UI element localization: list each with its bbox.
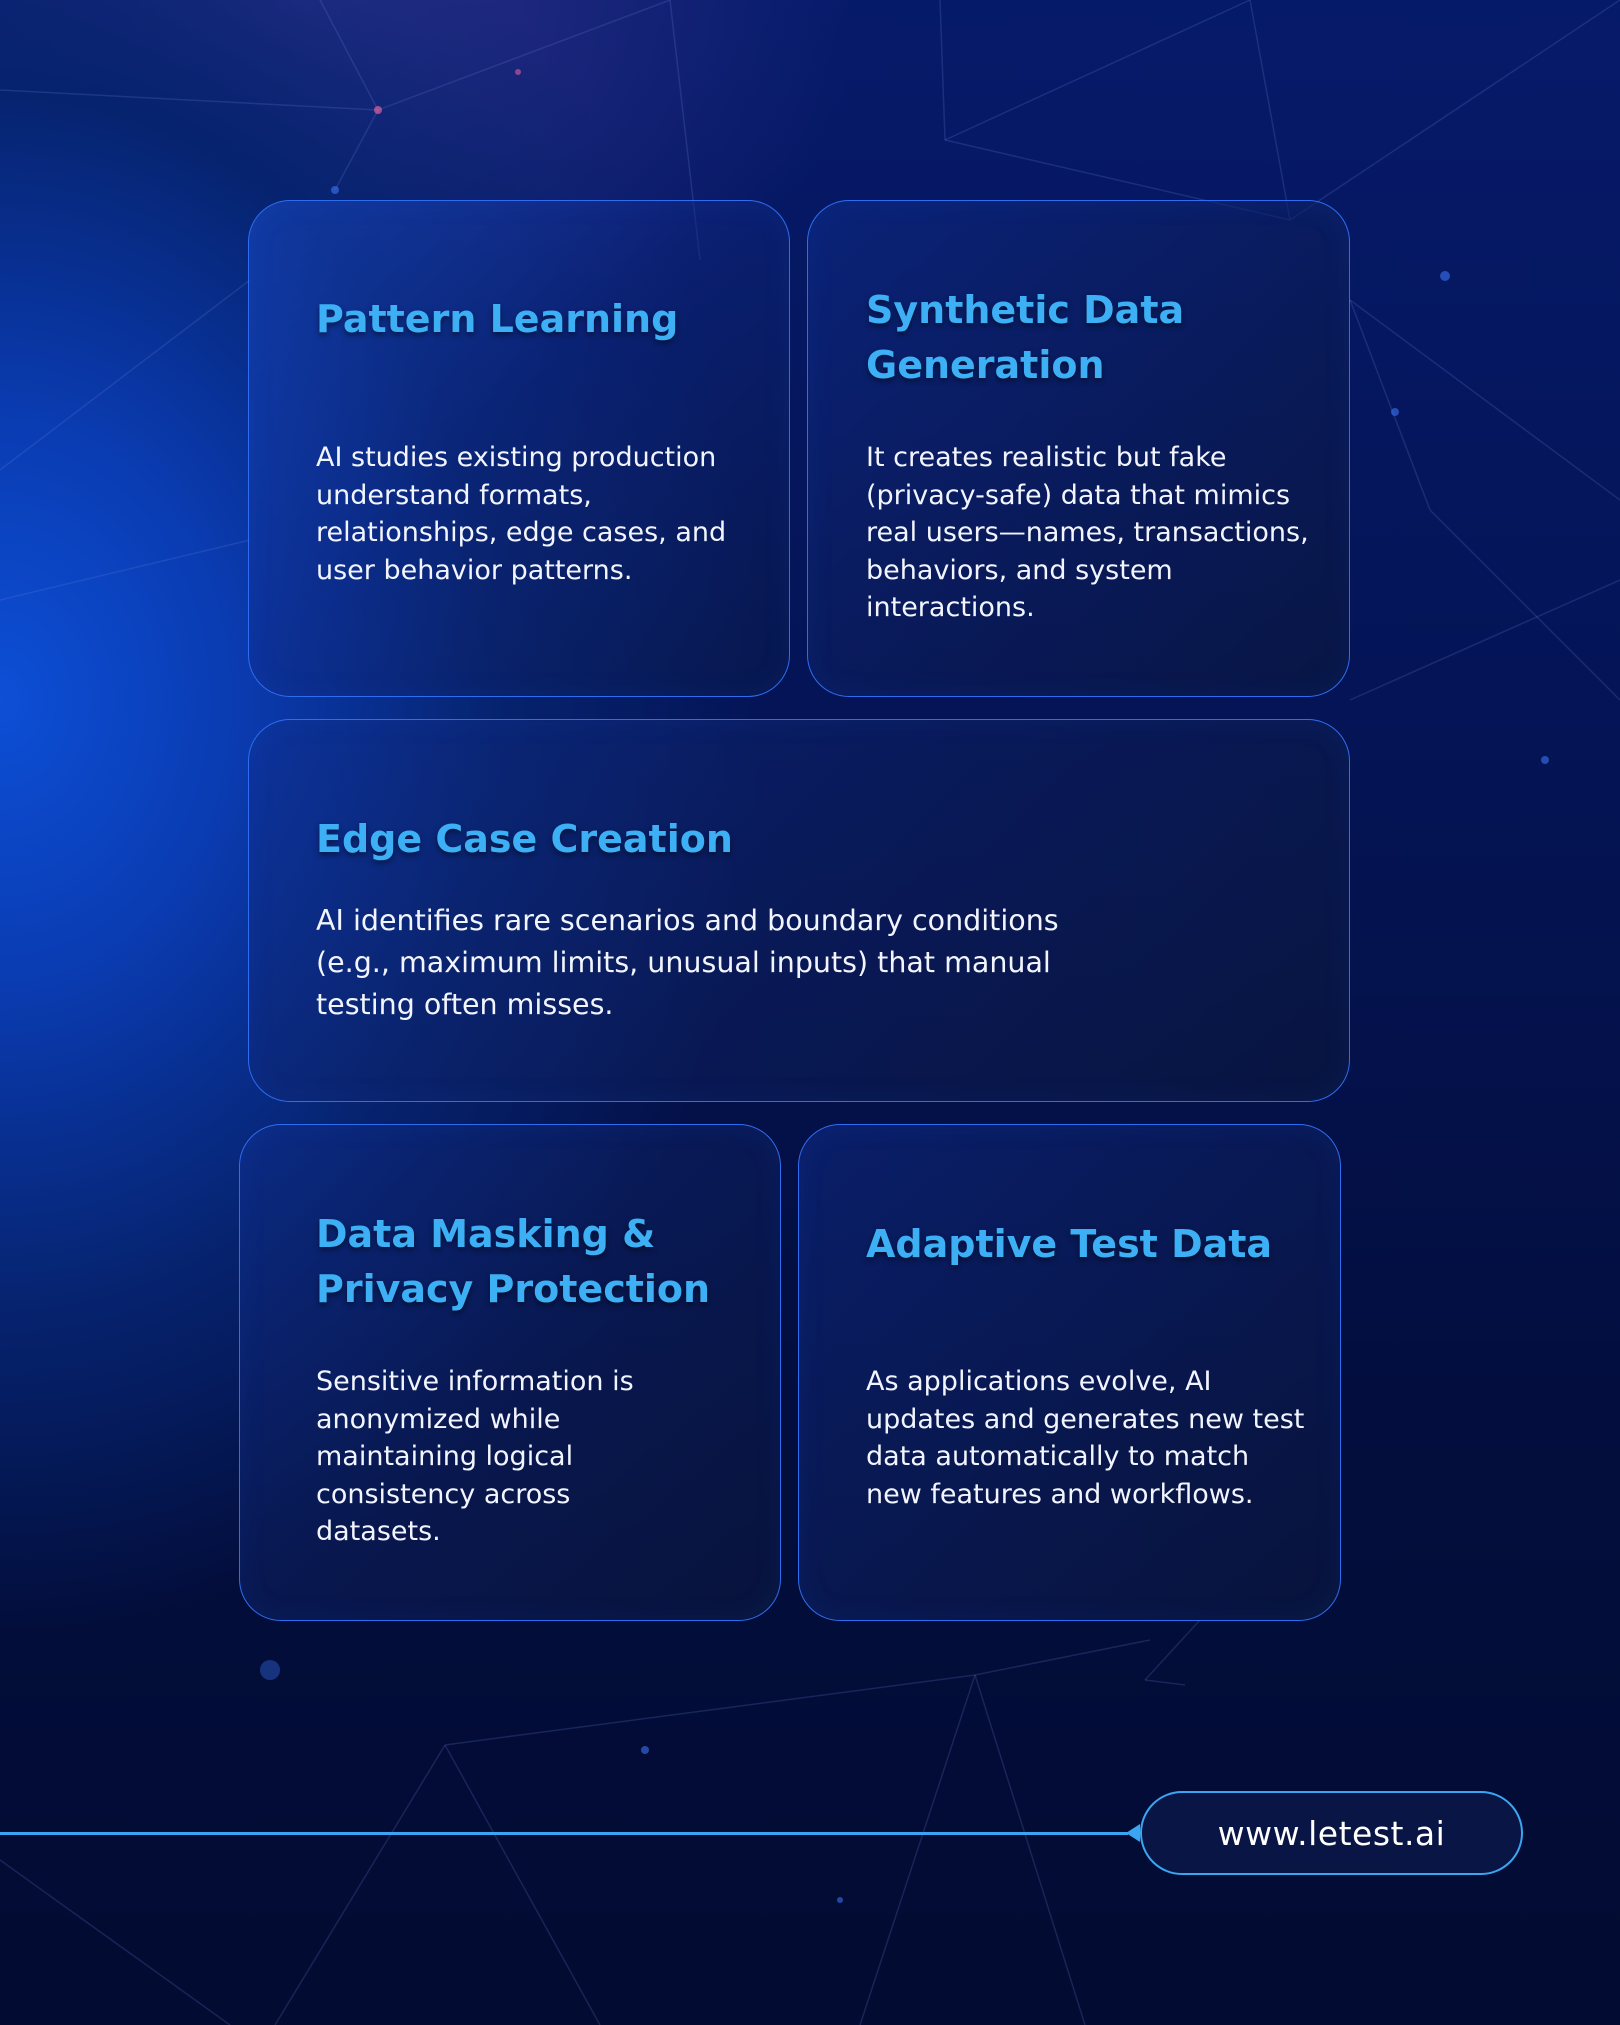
- card-description: Sensitive information is anonymized while maintaining logical consistency across datasets.: [316, 1366, 634, 1547]
- card-data-masking-privacy-protection: [239, 1124, 781, 1621]
- card-title: Adaptive Test Data: [866, 1222, 1273, 1266]
- card-title: Synthetic Data Generation: [866, 288, 1185, 387]
- card-adaptive-test-data: [798, 1124, 1341, 1621]
- footer-arrow-icon: [1126, 1824, 1140, 1842]
- card-synthetic-data-generation: [807, 200, 1350, 697]
- card-description: AI identifies rare scenarios and boundary conditions (e.g., maximum limits, unusual inputs) that manual testing often misses.: [316, 904, 1059, 1021]
- card-edge-case-creation: [248, 719, 1350, 1102]
- card-pattern-learning: [248, 200, 790, 697]
- website-link-pill[interactable]: [1140, 1791, 1523, 1875]
- website-url[interactable]: www.letest.ai: [1217, 1813, 1446, 1853]
- card-title: Edge Case Creation: [316, 817, 733, 861]
- card-title: Data Masking & Privacy Protection: [316, 1212, 711, 1311]
- card-description: It creates realistic but fake (privacy-safe) data that mimics real users—names, transactions, behaviors, and system interactions.: [866, 442, 1309, 623]
- footer-divider-line: [0, 1832, 1128, 1835]
- card-title: Pattern Learning: [316, 297, 679, 341]
- card-description: As applications evolve, AI updates and generates new test data automatically to match new features and workflows.: [866, 1366, 1305, 1510]
- card-description: AI studies existing production understand formats, relationships, edge cases, and user behavior patterns.: [316, 442, 727, 586]
